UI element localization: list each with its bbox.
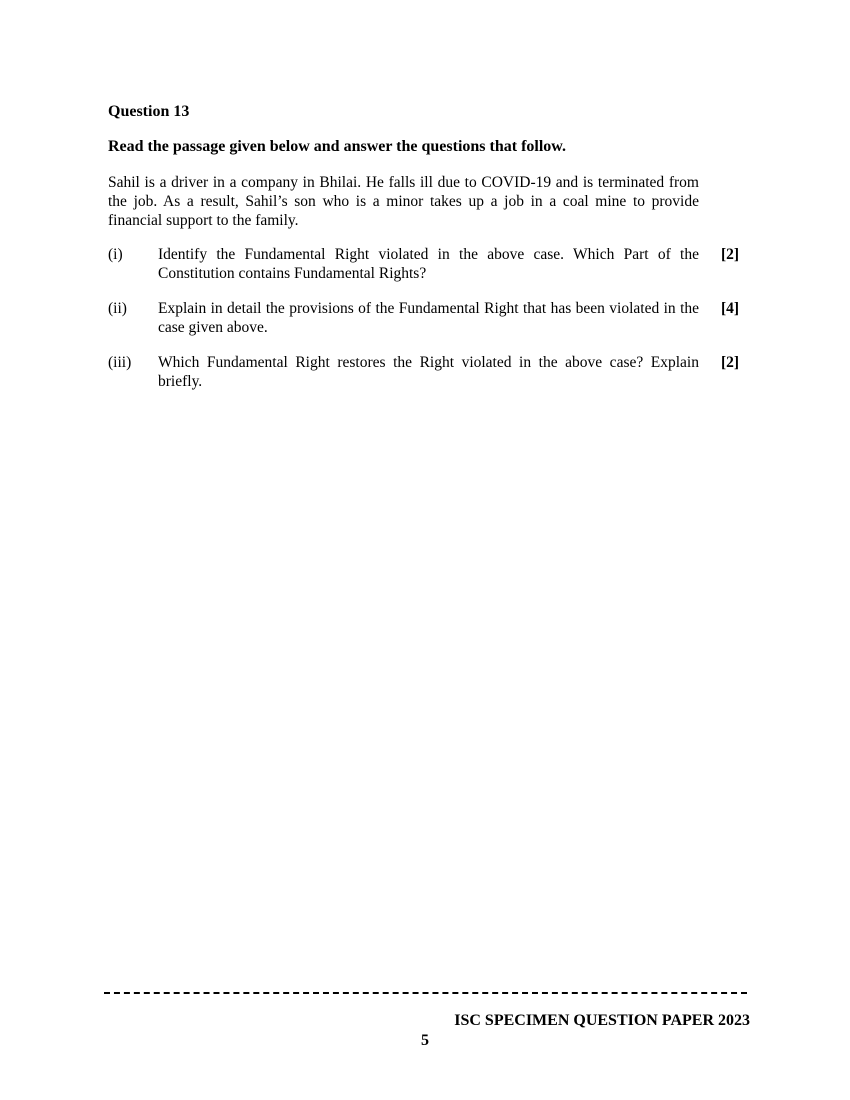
sub-question-text: Which Fundamental Right restores the Right violated in the above case? Explain briefly.	[158, 354, 699, 390]
sub-question-ii	[108, 299, 748, 339]
sub-question-number: (i)	[108, 246, 123, 263]
question-instruction: Read the passage given below and answer the questions that follow.	[108, 138, 566, 155]
sub-question-text: Explain in detail the provisions of the Fundamental Right that has been violated in the case given above.	[158, 300, 699, 336]
sub-question-iii	[108, 353, 748, 393]
sub-question-i	[108, 245, 748, 285]
sub-question-marks: [2]	[721, 246, 740, 263]
sub-question-marks: [2]	[721, 354, 740, 371]
case-passage: Sahil is a driver in a company in Bhilai. He falls ill due to COVID-19 and is terminated from the job. As a result, Sahil’s son who is a minor takes up a job in a coal mine to provide financial support to the family.	[108, 174, 699, 229]
sub-question-number: (iii)	[108, 354, 132, 371]
footer-divider	[104, 992, 747, 994]
page-number: 5	[421, 1032, 429, 1049]
sub-question-marks: [4]	[721, 300, 740, 317]
sub-question-text: Identify the Fundamental Right violated in the above case. Which Part of the Constitution contains Fundamental Rights?	[158, 246, 699, 282]
question-heading: Question 13	[108, 103, 190, 120]
sub-question-number: (ii)	[108, 300, 127, 317]
footer-title: ISC SPECIMEN QUESTION PAPER 2023	[454, 1012, 750, 1029]
